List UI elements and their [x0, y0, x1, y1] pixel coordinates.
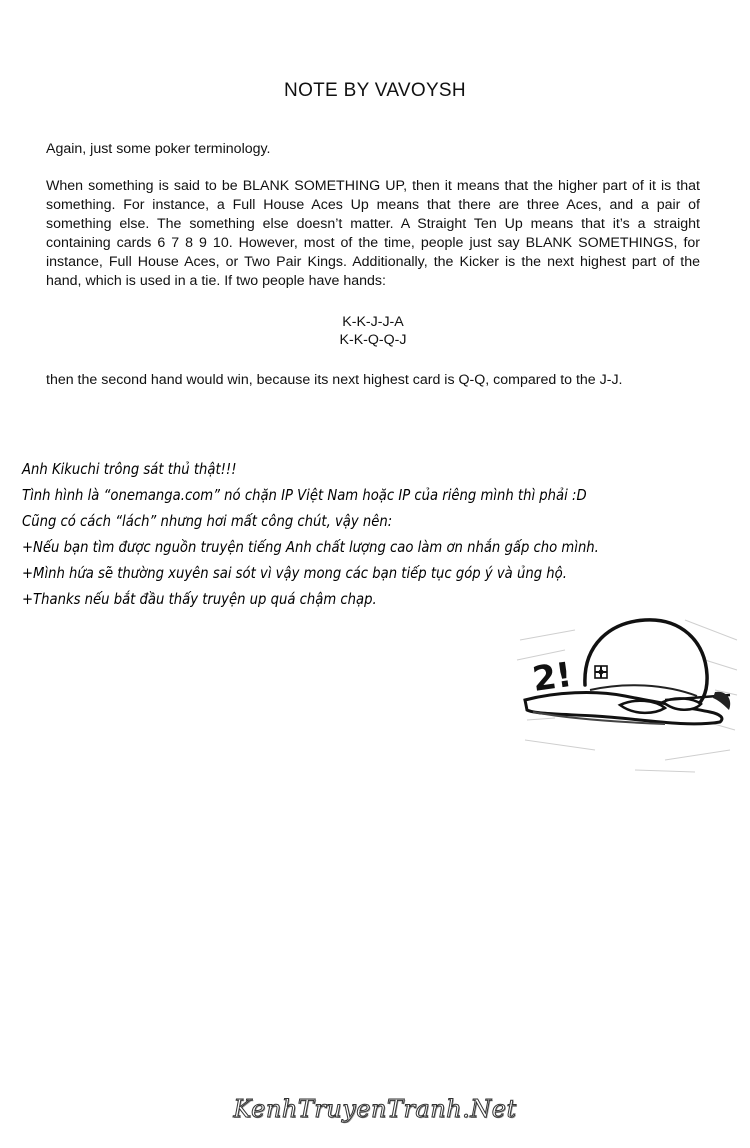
translator-note-line: +Mình hứa sẽ thường xuyên sai sót vì vậy mong các bạn tiếp tục góp ý và ủng hộ. [22, 564, 567, 582]
note-intro: Again, just some poker terminology. [46, 141, 271, 157]
note-title: NOTE BY VAVOYSH [284, 80, 466, 101]
translator-notes [22, 456, 638, 612]
translator-note-line: Cũng có cách “lách” nhưng hơi mất công chút, vậy nên: [22, 512, 393, 530]
hat-emblem-icon [595, 666, 607, 678]
translator-note-line: +Thanks nếu bắt đầu thấy truyện up quá chậm chạp. [22, 590, 377, 608]
hand-example-1: K-K-J-J-A [342, 314, 404, 330]
hand-examples [46, 313, 700, 349]
note-paragraph: When something is said to be BLANK SOMETHING UP, then it means that the higher part of it is that something. For instance, a Full House Aces Up means that there are three Aces, and a pair of something else. The something else doesn’t matter. A Straight Ten Up means that it’s a straight containing cards 6 7 8 9 10. However, most of the time, people just say BLANK SOMETHINGS, for instance, Full House Aces, or Two Pair Kings. Additionally, the Kicker is the next highest part of the hand, which is used in a tie. If two people have hands: [46, 178, 700, 289]
note-body [46, 140, 700, 390]
translator-note-line: Anh Kikuchi trông sát thủ thật!!! [22, 460, 237, 478]
translator-note-line: +Nếu bạn tìm được nguồn truyện tiếng Anh chất lượng cao làm ơn nhắn gấp cho mình. [22, 538, 599, 556]
hand-example-2: K-K-Q-Q-J [339, 332, 407, 348]
note-closing: then the second hand would win, because its next highest card is Q-Q, compared to the J-J. [46, 372, 623, 388]
translator-note-line: Tình hình là “onemanga.com” nó chặn IP Việt Nam hoặc IP của riêng mình thì phải :D [22, 486, 587, 504]
watermark: KenhTruyenTranh.Net [233, 1095, 517, 1123]
hat-lettering: 2! [530, 654, 575, 700]
hat-drawing [515, 600, 740, 780]
